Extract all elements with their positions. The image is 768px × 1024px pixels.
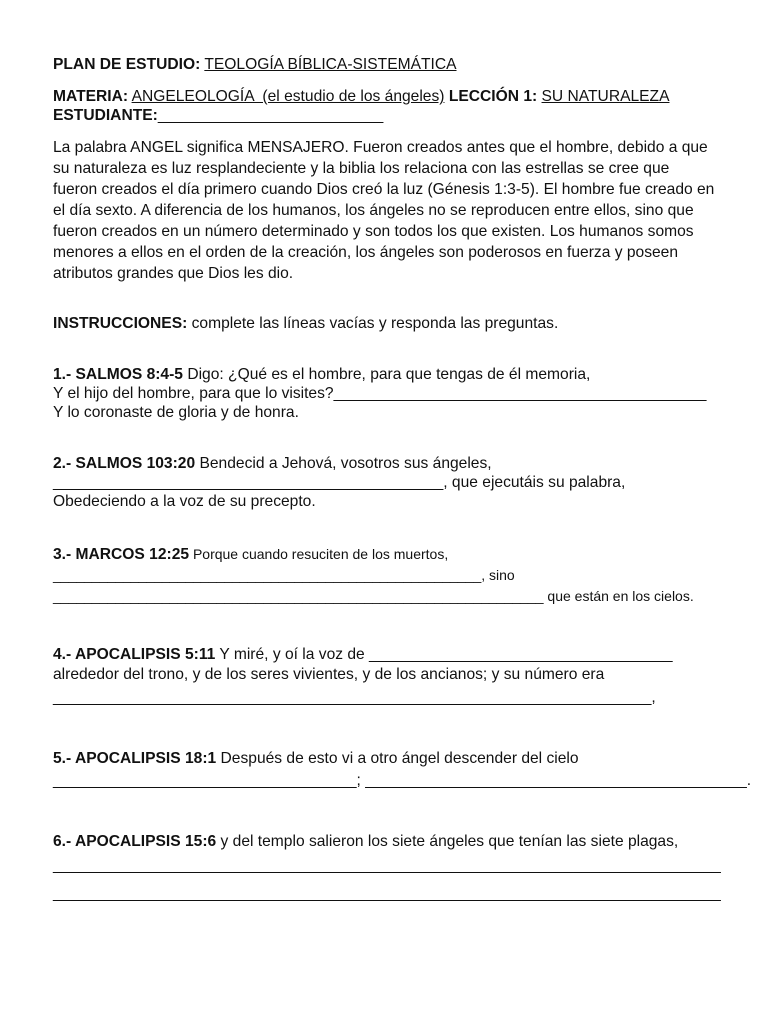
plan-value: TEOLOGÍA BÍBLICA-SISTEMÁTICA xyxy=(204,56,457,73)
instructions-line xyxy=(53,314,558,334)
question-3-text-1: Porque cuando resuciten de los muertos, xyxy=(189,546,449,562)
materia-label: MATERIA: xyxy=(53,88,129,105)
question-5-line-2[interactable]: ___________________________________; ____________________________________________. xyxy=(53,772,752,789)
question-1-text-1: Digo: ¿Qué es el hombre, para que tengas de él memoria, xyxy=(182,366,591,383)
question-3-ref: 3.- MARCOS 12:25 xyxy=(53,546,190,563)
question-3-line-3[interactable]: _______________________________________________________________ que están en los cielos. xyxy=(53,588,694,604)
question-6-line-3[interactable]: _____________________________________________________________________________ xyxy=(53,885,721,902)
question-1-ref: 1.- SALMOS 8:4-5 xyxy=(53,366,183,383)
plan-label: PLAN DE ESTUDIO: xyxy=(53,56,201,73)
instructions-label: INSTRUCCIONES: xyxy=(53,315,188,332)
question-4-ref: 4.- APOCALIPSIS 5:11 xyxy=(53,646,216,663)
question-4-line-3[interactable]: _____________________________________________________________________, xyxy=(53,689,656,706)
question-1-line-1 xyxy=(53,365,590,385)
estudiante-blank[interactable]: __________________________ xyxy=(157,107,384,124)
plan-line xyxy=(53,55,457,75)
leccion-label: LECCIÓN 1: xyxy=(448,88,538,105)
question-5-ref: 5.- APOCALIPSIS 18:1 xyxy=(53,750,217,767)
estudiante-label: ESTUDIANTE: xyxy=(53,107,158,124)
materia-value: ANGELEOLOGÍA (el estudio de los ángeles) xyxy=(131,88,445,105)
intro-paragraph: La palabra ANGEL significa MENSAJERO. Fueron creados antes que el hombre, debido a que su naturaleza es luz resplandeciente y la biblia los relaciona con las estrellas se cree que fueron creados el día primero cuando Dios creó la luz (Génesis 1:3-5). El hombre fue creado en el día sexto. A diferencia de los humanos, los ángeles no se reproducen entre ellos, sino que fueron creados en un número determinado y son todos los que existen. Los humanos somos menores a ellos en el orden de la creación, los ángeles son poderosos en fuerza y poseen atributos grandes que Dios les dio. xyxy=(53,139,715,282)
estudiante-line xyxy=(53,106,383,126)
materia-line xyxy=(53,87,669,107)
question-1-line-3: Y lo coronaste de gloria y de honra. xyxy=(53,404,299,421)
question-5-line-1 xyxy=(53,749,579,769)
question-1-line-2[interactable]: Y el hijo del hombre, para que lo visites?___________________________________________ xyxy=(53,385,707,402)
question-4-line-1 xyxy=(53,645,673,665)
leccion-value: SU NATURALEZA xyxy=(541,88,670,105)
question-4-line-2: alrededor del trono, y de los seres vivientes, y de los ancianos; y su número era xyxy=(53,666,605,683)
question-6-line-1 xyxy=(53,832,678,852)
question-6-line-2[interactable]: _____________________________________________________________________________ xyxy=(53,857,721,874)
question-2-text-1: Bendecid a Jehová, vosotros sus ángeles, xyxy=(195,455,492,472)
question-2-line-3: Obedeciendo a la voz de su precepto. xyxy=(53,493,316,510)
question-6-ref: 6.- APOCALIPSIS 15:6 xyxy=(53,833,217,850)
question-5-text-1: Después de esto vi a otro ángel descender del cielo xyxy=(216,750,579,767)
instructions-text: complete las líneas vacías y responda las preguntas. xyxy=(187,315,559,332)
question-2-line-1 xyxy=(53,454,492,474)
question-2-line-2[interactable]: _____________________________________________, que ejecutáis su palabra, xyxy=(53,474,626,491)
question-4-text-1[interactable]: Y miré, y oí la voz de ___________________________________ xyxy=(215,646,673,663)
question-2-ref: 2.- SALMOS 103:20 xyxy=(53,455,196,472)
question-3-line-2[interactable]: _______________________________________________________, sino xyxy=(53,567,515,583)
question-3-line-1 xyxy=(53,544,448,565)
question-6-text-1: y del templo salieron los siete ángeles que tenían las siete plagas, xyxy=(216,833,679,850)
